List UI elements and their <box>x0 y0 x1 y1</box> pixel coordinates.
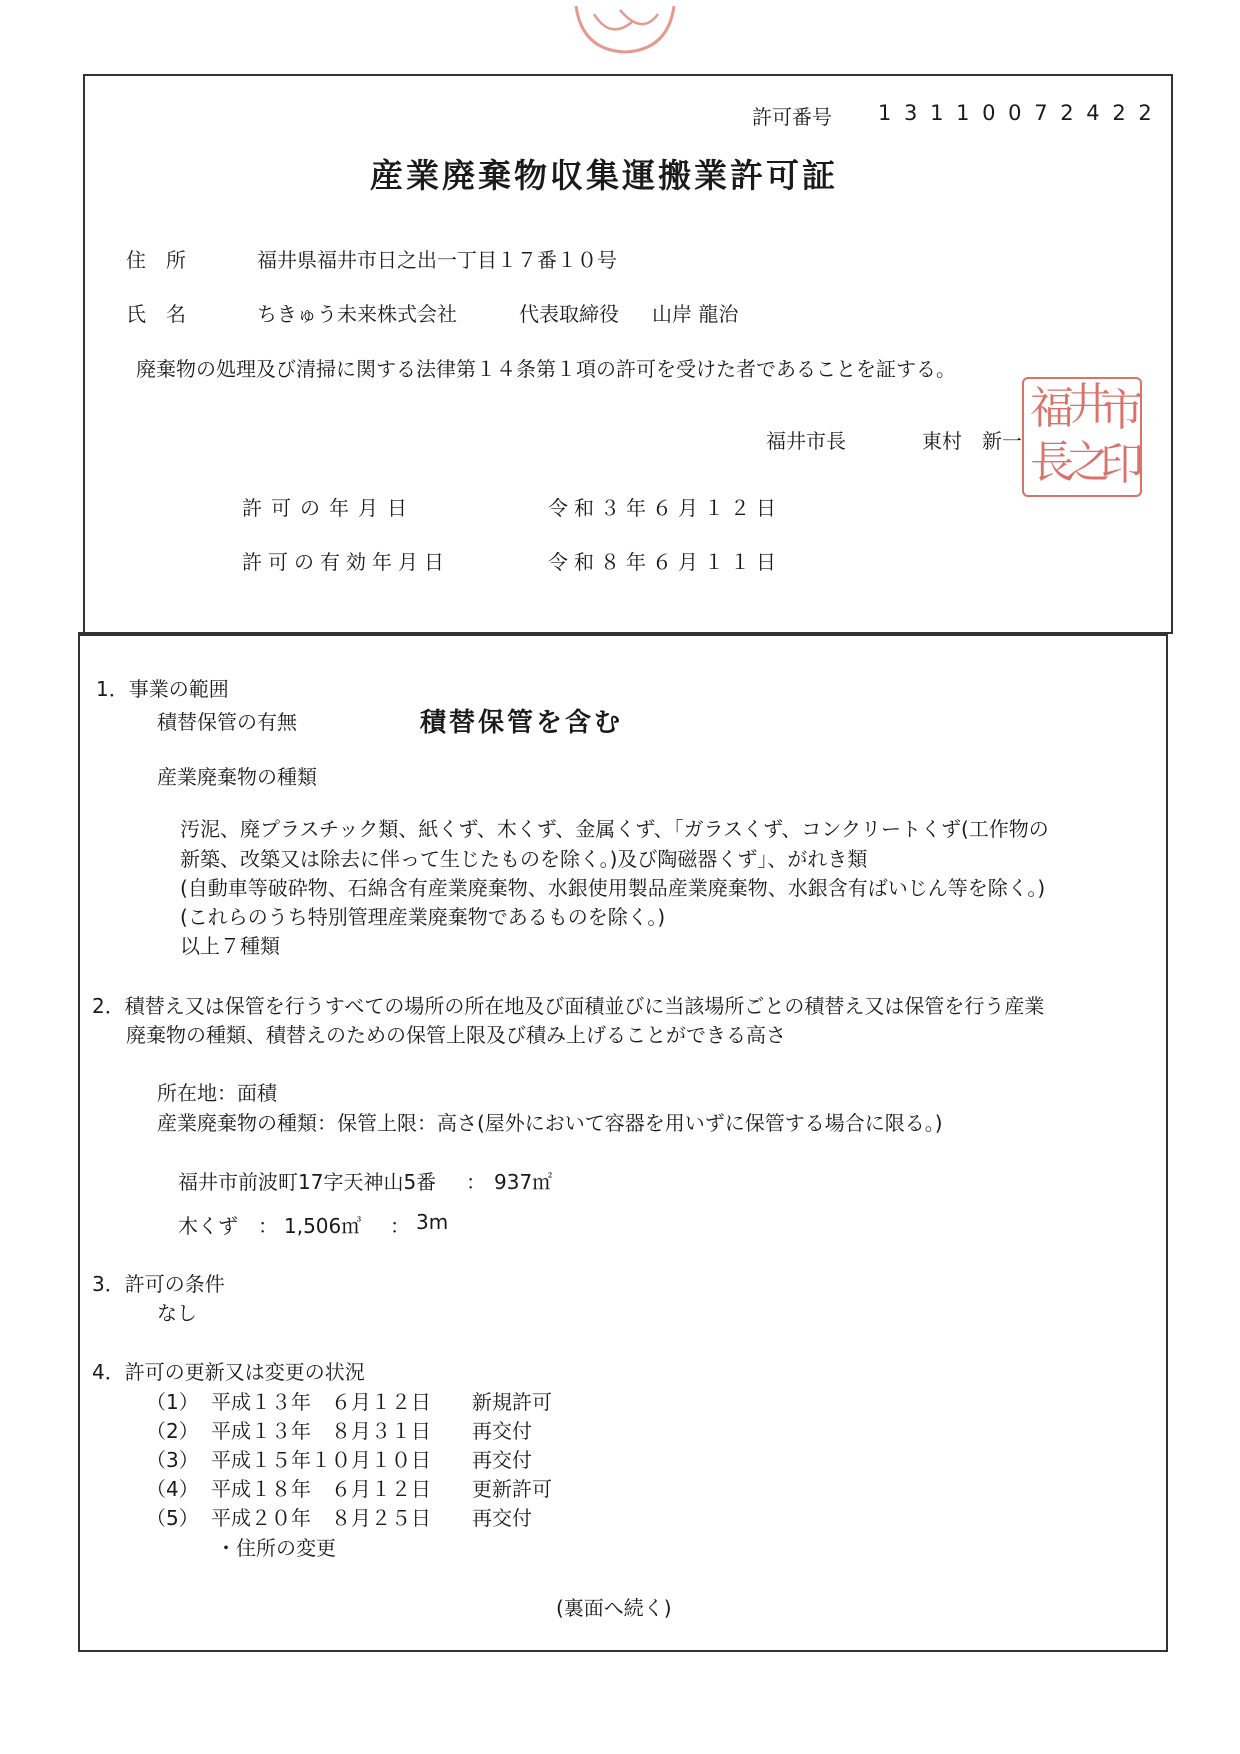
storage-legend: 所在地：面積 <box>157 1081 277 1105</box>
permit-number-label: 許可番号 <box>752 105 832 129</box>
history-date: 平成１３年 ８月３１日 <box>211 1419 431 1443</box>
history-date: 平成１８年 ６月１２日 <box>211 1477 431 1501</box>
address-value: 福井県福井市日之出一丁目１７番１０号 <box>257 248 617 272</box>
permit-conditions: なし <box>157 1301 197 1325</box>
seal-char: 印 <box>1100 439 1144 490</box>
document-title: 産業廃棄物収集運搬業許可証 <box>370 156 838 195</box>
certification-statement: 廃棄物の処理及び清掃に関する法律第１４条第１項の許可を受けた者であることを証する。 <box>136 357 956 381</box>
waste-types-line: 以上７種類 <box>180 934 280 958</box>
storage-waste-type: 木くず <box>178 1214 238 1238</box>
permit-date-label: 許可の年月日 <box>242 496 416 520</box>
waste-types-line: 新築、改築又は除去に伴って生じたものを除く。)及び陶磁器くず」、がれき類 <box>180 847 868 871</box>
history-note: ・住所の変更 <box>216 1536 336 1560</box>
issuer-name: 東村 新一 <box>922 429 1022 453</box>
section3-heading: 3．許可の条件 <box>92 1272 225 1296</box>
history-event: 再交付 <box>472 1506 532 1530</box>
seal-char: 長 <box>1030 437 1074 488</box>
seal-char: 福 <box>1030 383 1074 434</box>
waste-types-line: 汚泥、廃プラスチック類、紙くず、木くず、金属くず、「ガラスくず、コンクリートくず(工作物の <box>180 817 1049 841</box>
storage-legend: 産業廃棄物の種類：保管上限：高さ(屋外において容器を用いずに保管する場合に限る。) <box>157 1111 943 1135</box>
history-no: （5） <box>146 1506 199 1530</box>
storage-label: 積替保管の有無 <box>157 710 297 734</box>
seal-char: 市 <box>1100 385 1144 436</box>
company-name: ちきゅう未来株式会社 <box>257 302 457 326</box>
seal-char: 井 <box>1068 379 1112 430</box>
section-divider <box>78 632 1173 634</box>
representative-name: 山岸 龍治 <box>652 302 739 326</box>
expiry-date: 令和８年６月１１日 <box>548 550 782 574</box>
history-date: 平成１３年 ６月１２日 <box>211 1390 431 1414</box>
history-date: 平成１５年１０月１０日 <box>211 1448 431 1472</box>
history-date: 平成２０年 ８月２５日 <box>211 1506 431 1530</box>
history-event: 更新許可 <box>472 1477 552 1501</box>
storage-area: 937㎡ <box>494 1170 553 1194</box>
separator: ： <box>390 1214 410 1238</box>
partial-seal-top <box>572 0 678 56</box>
storage-value: 積替保管を含む <box>420 708 624 738</box>
storage-height: 3m <box>416 1210 449 1234</box>
storage-location: 福井市前波町17字天神山5番 <box>178 1170 437 1194</box>
history-event: 再交付 <box>472 1419 532 1443</box>
permit-number: 1 3 1 1 0 0 7 2 4 2 2 <box>878 101 1155 125</box>
separator: ： <box>466 1170 486 1194</box>
history-event: 再交付 <box>472 1448 532 1472</box>
history-no: （4） <box>146 1477 199 1501</box>
representative-title: 代表取締役 <box>519 302 619 326</box>
continued-on-back: (裏面へ続く) <box>556 1596 672 1620</box>
seal-char: 之 <box>1066 437 1110 488</box>
name-label: 氏 名 <box>126 302 186 326</box>
section2-heading-cont: 廃棄物の種類、積替えのための保管上限及び積み上げることができる高さ <box>126 1023 786 1047</box>
history-no: （3） <box>146 1448 199 1472</box>
history-no: （2） <box>146 1419 199 1443</box>
section4-heading: 4．許可の更新又は変更の状況 <box>92 1360 365 1384</box>
permit-date: 令和３年６月１２日 <box>548 496 782 520</box>
section1-heading: 1．事業の範囲 <box>96 677 229 701</box>
mayor-seal <box>1022 377 1142 497</box>
expiry-date-label: 許可の有効年月日 <box>242 550 450 574</box>
waste-types-line: (これらのうち特別管理産業廃棄物であるものを除く。) <box>180 905 666 929</box>
waste-types-label: 産業廃棄物の種類 <box>157 765 317 789</box>
waste-types-line: (自動車等破砕物、石綿含有産業廃棄物、水銀使用製品産業廃棄物、水銀含有ばいじん等を除く。) <box>180 876 1046 900</box>
history-no: （1） <box>146 1390 199 1414</box>
history-event: 新規許可 <box>472 1390 552 1414</box>
storage-limit: 1,506㎥ <box>284 1214 362 1238</box>
address-label: 住 所 <box>126 248 186 272</box>
separator: ： <box>258 1214 278 1238</box>
issuer-title: 福井市長 <box>766 429 846 453</box>
section2-heading: 2．積替え又は保管を行うすべての場所の所在地及び面積並びに当該場所ごとの積替え又は保管を行う産業 <box>92 994 1045 1018</box>
